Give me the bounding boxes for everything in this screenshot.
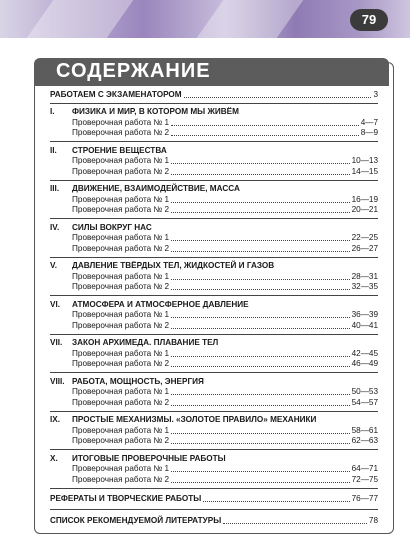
divider bbox=[50, 509, 378, 510]
divider bbox=[50, 295, 378, 296]
toc-entry-page: 20—21 bbox=[351, 205, 378, 214]
divider bbox=[50, 334, 378, 335]
toc-entry-label: Проверочная работа № 1 bbox=[72, 310, 170, 319]
toc-entry-page: 58—61 bbox=[351, 425, 378, 435]
toc-section-heading[interactable] bbox=[50, 222, 378, 233]
dot-leader bbox=[171, 125, 359, 126]
toc-entry-page: 42—45 bbox=[351, 348, 378, 358]
dot-leader bbox=[171, 163, 350, 164]
toc-entry-page: 50—53 bbox=[351, 387, 378, 396]
toc-entry-row[interactable] bbox=[50, 156, 378, 167]
toc-section-heading[interactable] bbox=[50, 453, 378, 464]
toc-entry-label: Проверочная работа № 1 bbox=[72, 271, 170, 281]
dot-leader bbox=[171, 317, 350, 318]
toc-entry-label: Проверочная работа № 2 bbox=[72, 243, 170, 253]
section-number: II. bbox=[50, 145, 57, 155]
dot-leader bbox=[171, 482, 350, 483]
toc-entry-row[interactable] bbox=[50, 320, 378, 331]
toc-entry-page: 22—25 bbox=[351, 233, 378, 242]
toc-entry-row[interactable] bbox=[50, 233, 378, 244]
toc-entry-page: 16—19 bbox=[351, 194, 378, 204]
dot-leader bbox=[171, 279, 350, 280]
dot-leader bbox=[171, 433, 350, 434]
toc-section-heading[interactable] bbox=[50, 261, 378, 272]
toc-entry-page: 40—41 bbox=[351, 320, 378, 330]
toc-entry-page: 28—31 bbox=[351, 271, 378, 281]
dot-leader bbox=[171, 394, 350, 395]
toc-entry-row[interactable] bbox=[50, 194, 378, 205]
divider bbox=[50, 372, 378, 373]
toc-entry-label: Проверочная работа № 2 bbox=[72, 282, 170, 291]
section-title: ЗАКОН АРХИМЕДА. ПЛАВАНИЕ ТЕЛ bbox=[72, 338, 219, 347]
toc-entry-label: Проверочная работа № 2 bbox=[72, 359, 170, 368]
toc-entry-row[interactable] bbox=[50, 359, 378, 370]
toc-section-heading[interactable] bbox=[50, 184, 378, 195]
toc-section bbox=[50, 107, 378, 143]
dot-leader bbox=[184, 97, 372, 98]
divider bbox=[50, 141, 378, 142]
toc-entry-row[interactable] bbox=[50, 436, 378, 447]
dot-leader bbox=[171, 366, 350, 367]
toc-entry-page: 36—39 bbox=[351, 310, 378, 319]
toc-outro-block bbox=[50, 492, 378, 511]
dot-leader bbox=[171, 443, 350, 444]
section-number: VIII. bbox=[50, 376, 65, 386]
toc-section-heading[interactable] bbox=[50, 145, 378, 156]
section-title: СИЛЫ ВОКРУГ НАС bbox=[72, 222, 152, 232]
dot-leader bbox=[171, 356, 350, 357]
divider bbox=[50, 257, 378, 258]
toc-outro-row[interactable] bbox=[50, 494, 378, 505]
section-number: IV. bbox=[50, 222, 60, 232]
toc-entry-page: 4—7 bbox=[360, 117, 378, 127]
toc-section-heading[interactable] bbox=[50, 107, 378, 118]
divider bbox=[50, 180, 378, 181]
section-number: VII. bbox=[50, 338, 63, 347]
toc-entry-row[interactable] bbox=[50, 282, 378, 293]
section-number: V. bbox=[50, 261, 57, 270]
toc-intro-row[interactable] bbox=[50, 89, 378, 100]
banner-streak bbox=[197, 0, 304, 38]
toc-section bbox=[50, 299, 378, 335]
dot-leader bbox=[171, 135, 359, 136]
toc-entry-page: 14—15 bbox=[351, 166, 378, 176]
toc-entry-page: 32—35 bbox=[351, 282, 378, 291]
toc-entry-page: 10—13 bbox=[351, 156, 378, 165]
section-title: АТМОСФЕРА И АТМОСФЕРНОЕ ДАВЛЕНИЕ bbox=[72, 299, 249, 309]
dot-leader bbox=[171, 328, 350, 329]
section-number: III. bbox=[50, 184, 60, 193]
toc-outro-row[interactable] bbox=[50, 515, 378, 526]
toc-entry-label: РЕФЕРАТЫ И ТВОРЧЕСКИЕ РАБОТЫ bbox=[50, 494, 202, 503]
section-title: ПРОСТЫЕ МЕХАНИЗМЫ. «ЗОЛОТОЕ ПРАВИЛО» МЕХАНИКИ bbox=[72, 415, 317, 424]
toc-section bbox=[50, 145, 378, 181]
toc-entry-page: 54—57 bbox=[351, 397, 378, 407]
toc-section-heading[interactable] bbox=[50, 415, 378, 426]
dot-leader bbox=[171, 251, 350, 252]
dot-leader bbox=[171, 240, 350, 241]
toc-section bbox=[50, 453, 378, 489]
toc-entry-row[interactable] bbox=[50, 243, 378, 254]
section-number: X. bbox=[50, 453, 58, 463]
toc-entry-label: Проверочная работа № 1 bbox=[72, 387, 170, 396]
toc-entry-row[interactable] bbox=[50, 117, 378, 128]
toc-entry-label: РАБОТАЕМ С ЭКЗАМЕНАТОРОМ bbox=[50, 89, 182, 99]
toc-entry-row[interactable] bbox=[50, 205, 378, 216]
dot-leader bbox=[171, 471, 350, 472]
toc-entry-label: Проверочная работа № 1 bbox=[72, 117, 170, 127]
page-title: СОДЕРЖАНИЕ bbox=[56, 60, 211, 82]
section-title: РАБОТА, МОЩНОСТЬ, ЭНЕРГИЯ bbox=[72, 376, 204, 386]
toc-entry-label: Проверочная работа № 2 bbox=[72, 436, 170, 445]
dot-leader bbox=[171, 202, 350, 203]
toc-entry-row[interactable] bbox=[50, 464, 378, 475]
page-number-badge: 79 bbox=[350, 9, 388, 31]
toc-entry-page: 72—75 bbox=[351, 474, 378, 484]
toc-entry-label: Проверочная работа № 2 bbox=[72, 320, 170, 330]
section-title: ФИЗИКА И МИР, В КОТОРОМ МЫ ЖИВЁМ bbox=[72, 107, 239, 116]
divider bbox=[50, 103, 378, 104]
toc-entry-label: Проверочная работа № 1 bbox=[72, 348, 170, 358]
toc-entry-label: Проверочная работа № 2 bbox=[72, 474, 170, 484]
toc-section bbox=[50, 415, 378, 451]
toc-entry-label: Проверочная работа № 2 bbox=[72, 397, 170, 407]
section-number: IX. bbox=[50, 415, 61, 424]
toc-entry-page: 62—63 bbox=[351, 436, 378, 445]
toc-entry-label: Проверочная работа № 1 bbox=[72, 425, 170, 435]
dot-leader bbox=[171, 405, 350, 406]
section-number: VI. bbox=[50, 299, 61, 309]
toc-entry-label: Проверочная работа № 2 bbox=[72, 205, 170, 214]
toc-outro-block bbox=[50, 513, 378, 528]
toc-entry-label: Проверочная работа № 2 bbox=[72, 128, 170, 137]
divider bbox=[50, 488, 378, 489]
toc-entry-row[interactable] bbox=[50, 166, 378, 177]
toc-entry-row[interactable] bbox=[50, 397, 378, 408]
toc-entry-page: 8—9 bbox=[360, 128, 378, 137]
toc-entry-label: СПИСОК РЕКОМЕНДУЕМОЙ ЛИТЕРАТУРЫ bbox=[50, 515, 222, 525]
toc-section bbox=[50, 376, 378, 412]
dot-leader bbox=[171, 174, 350, 175]
section-title: ДАВЛЕНИЕ ТВЁРДЫХ ТЕЛ, ЖИДКОСТЕЙ И ГАЗОВ bbox=[72, 261, 275, 270]
toc-section bbox=[50, 338, 378, 374]
dot-leader bbox=[203, 501, 349, 502]
toc-section bbox=[50, 261, 378, 297]
toc-section-heading[interactable] bbox=[50, 376, 378, 387]
toc-entry-row[interactable] bbox=[50, 271, 378, 282]
divider bbox=[50, 449, 378, 450]
toc-entry-label: Проверочная работа № 1 bbox=[72, 464, 170, 473]
toc-entry-page: 3 bbox=[373, 89, 378, 99]
section-title: ИТОГОВЫЕ ПРОВЕРОЧНЫЕ РАБОТЫ bbox=[72, 453, 226, 463]
toc-entry-row[interactable] bbox=[50, 387, 378, 398]
toc-entry-label: Проверочная работа № 2 bbox=[72, 166, 170, 176]
toc-entry-page: 64—71 bbox=[351, 464, 378, 473]
divider bbox=[50, 218, 378, 219]
toc-section bbox=[50, 184, 378, 220]
toc-entry-row[interactable] bbox=[50, 348, 378, 359]
dot-leader bbox=[223, 523, 367, 524]
toc-entry-label: Проверочная работа № 1 bbox=[72, 156, 170, 165]
toc-entry-label: Проверочная работа № 1 bbox=[72, 194, 170, 204]
toc-entry-row[interactable] bbox=[50, 128, 378, 139]
toc-section-heading[interactable] bbox=[50, 299, 378, 310]
banner-streak bbox=[27, 0, 134, 38]
toc-entry-row[interactable] bbox=[50, 474, 378, 485]
toc-entry-page: 46—49 bbox=[351, 359, 378, 368]
toc-entry-page: 76—77 bbox=[351, 494, 378, 503]
section-title: ДВИЖЕНИЕ, ВЗАИМОДЕЙСТВИЕ, МАССА bbox=[72, 184, 240, 193]
toc-entry-page: 78 bbox=[368, 515, 378, 525]
dot-leader bbox=[171, 289, 350, 290]
toc-entry-row[interactable] bbox=[50, 425, 378, 436]
toc-section-heading[interactable] bbox=[50, 338, 378, 349]
toc-entry-page: 26—27 bbox=[351, 243, 378, 253]
section-title: СТРОЕНИЕ ВЕЩЕСТВА bbox=[72, 145, 167, 155]
dot-leader bbox=[171, 212, 350, 213]
header-banner bbox=[0, 0, 410, 38]
table-of-contents bbox=[50, 86, 378, 528]
toc-entry-label: Проверочная работа № 1 bbox=[72, 233, 170, 242]
section-number: I. bbox=[50, 107, 55, 116]
divider bbox=[50, 411, 378, 412]
toc-section bbox=[50, 222, 378, 258]
toc-entry-row[interactable] bbox=[50, 310, 378, 321]
